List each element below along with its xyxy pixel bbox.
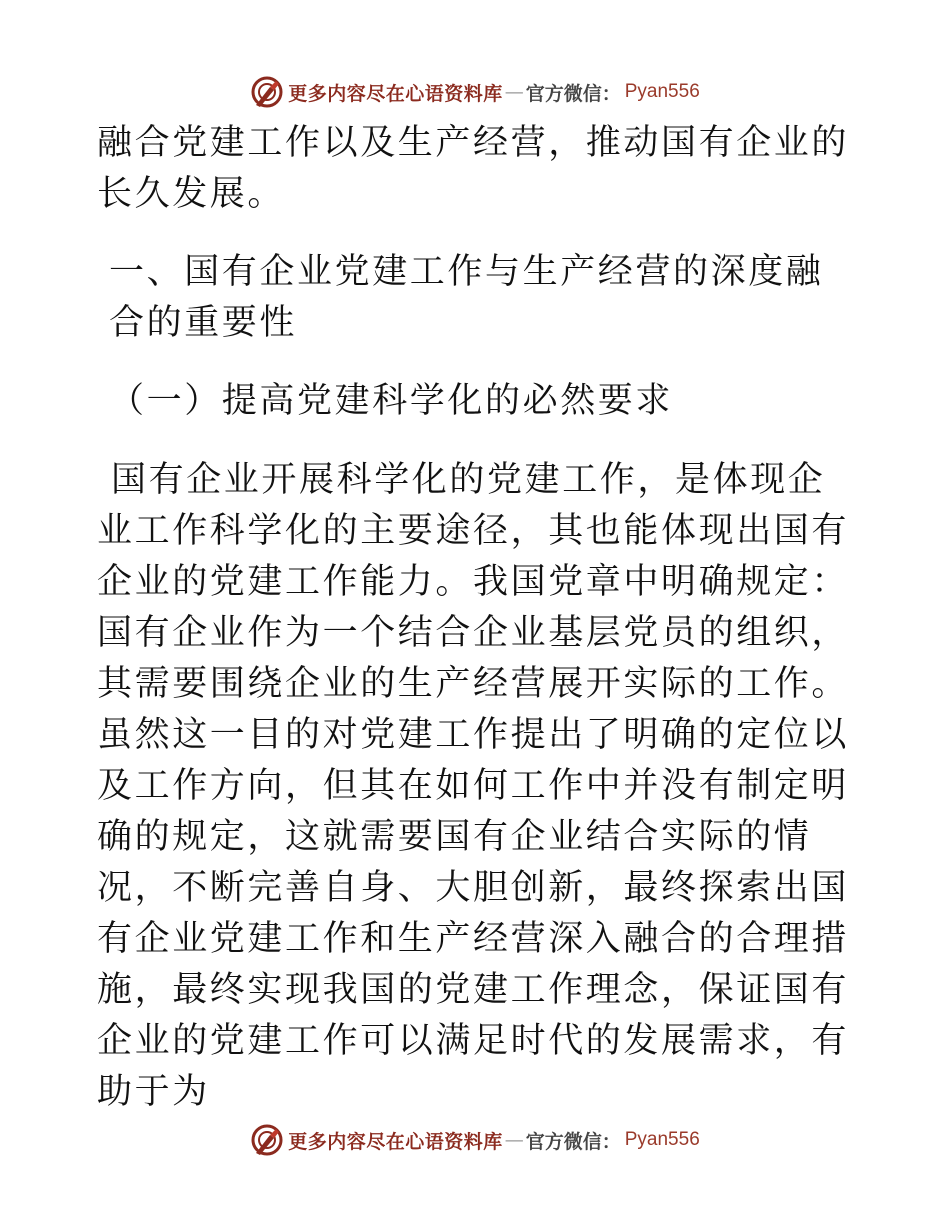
banner-wechat-label: 官方微信： [525,82,621,105]
banner-wechat-id: Pyan556 [624,1129,700,1150]
document-body [97,118,857,1118]
subsection-heading: （一）提高党建科学化的必然要求 [109,381,674,421]
body-paragraph: 国有企业开展科学化的党建工作，是体现企业工作科学化的主要途径，其也能体现出国有企业的党建工作能力。我国党章中明确规定：国有企业作为一个结合企业基层党员的组织，其需要围绕企业的生产经营展开实际的工作。虽然这一目的对党建工作提出了明确的定位以及工作方向，但其在如何工作中并没有制定明确的规定，这就需要国有企业结合实际的情况，不断完善自身、大胆创新，最终探索出国有企业党建工作和生产经营深入融合的合理措施，最终实现我国的党建工作理念，保证国有企业的党建工作可以满足时代的发展需求，有助于为 [97,460,850,1112]
banner-site-text: 更多内容尽在心语资料库 [288,1130,503,1153]
banner-site-text: 更多内容尽在心语资料库 [288,82,503,105]
footer-watermark-banner [0,1120,950,1160]
banner-dash: — [504,81,524,103]
pen-logo-icon [250,1123,284,1157]
banner-wechat-id: Pyan556 [624,81,700,102]
section-heading: 一、国有企业党建工作与生产经营的深度融合的重要性 [109,252,824,343]
header-watermark-banner [0,72,950,112]
continuation-paragraph: 融合党建工作以及生产经营，推动国有企业的长久发展。 [97,123,850,214]
banner-wechat-label: 官方微信： [525,1130,621,1153]
pen-logo-icon [250,75,284,109]
banner-dash: — [504,1129,524,1151]
